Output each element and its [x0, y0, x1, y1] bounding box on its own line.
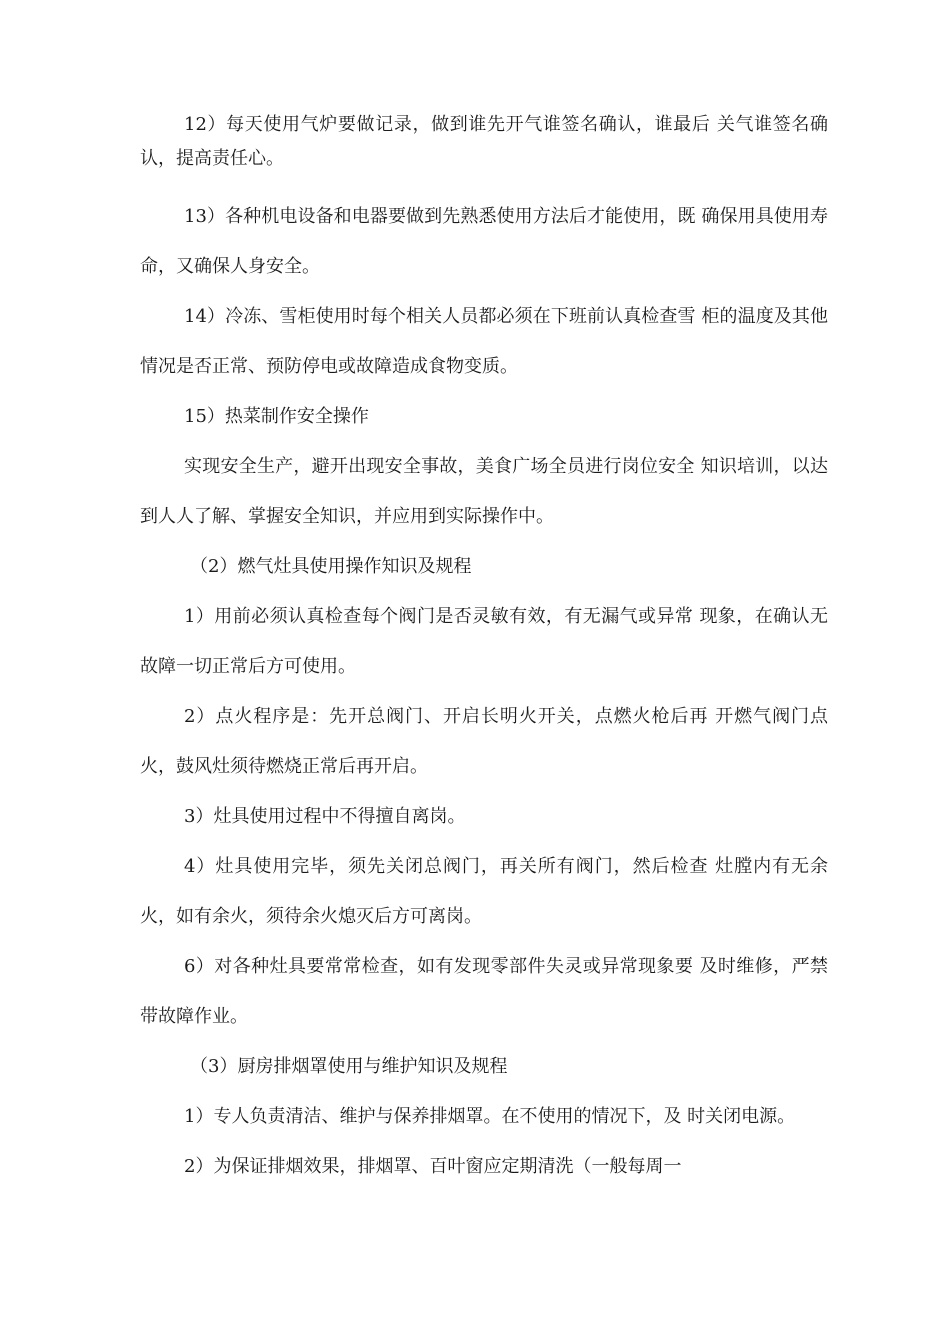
paragraph-stove-6: 6）对各种灶具要常常检查，如有发现零部件失灵或异常现象要 及时维修，严禁带故障作业。 [140, 956, 828, 1027]
section-heading-gas-stove: （2）燃气灶具使用操作知识及规程 [190, 556, 472, 577]
paragraph-safety-training: 实现安全生产，避开出现安全事故，美食广场全员进行岗位安全 知识培训，以达到人人了解、掌握安全知识，并应用到实际操作中。 [140, 456, 828, 527]
document-body [140, 108, 828, 1192]
paragraph-stove-3: 3）灶具使用过程中不得擅自离岗。 [184, 806, 466, 827]
paragraph-stove-2: 2）点火程序是：先开总阀门、开启长明火开关，点燃火枪后再 开燃气阀门点火，鼓风灶须待燃烧正常后再开启。 [140, 706, 828, 777]
paragraph-hood-1: 1）专人负责清洁、维护与保养排烟罩。在不使用的情况下，及 时关闭电源。 [184, 1106, 796, 1127]
paragraph-item-15: 15）热菜制作安全操作 [184, 406, 369, 427]
paragraph-item-14: 14）冷冻、雪柜使用时每个相关人员都必须在下班前认真检查雪 柜的温度及其他情况是否正常、预防停电或故障造成食物变质。 [140, 306, 828, 377]
paragraph-item-12: 12）每天使用气炉要做记录，做到谁先开气谁签名确认，谁最后 关气谁签名确认，提高责任心。 [140, 114, 828, 169]
section-heading-range-hood: （3）厨房排烟罩使用与维护知识及规程 [190, 1056, 508, 1077]
paragraph-stove-4: 4）灶具使用完毕，须先关闭总阀门，再关所有阀门，然后检查 灶膛内有无余火，如有余火，须待余火熄灭后方可离岗。 [140, 856, 828, 927]
paragraph-stove-1: 1）用前必须认真检查每个阀门是否灵敏有效，有无漏气或异常 现象，在确认无故障一切正常后方可使用。 [140, 606, 828, 677]
paragraph-hood-2: 2）为保证排烟效果，排烟罩、百叶窗应定期清洗（一般每周一 [184, 1156, 682, 1177]
paragraph-item-13: 13）各种机电设备和电器要做到先熟悉使用方法后才能使用，既 确保用具使用寿命，又确保人身安全。 [140, 206, 828, 277]
